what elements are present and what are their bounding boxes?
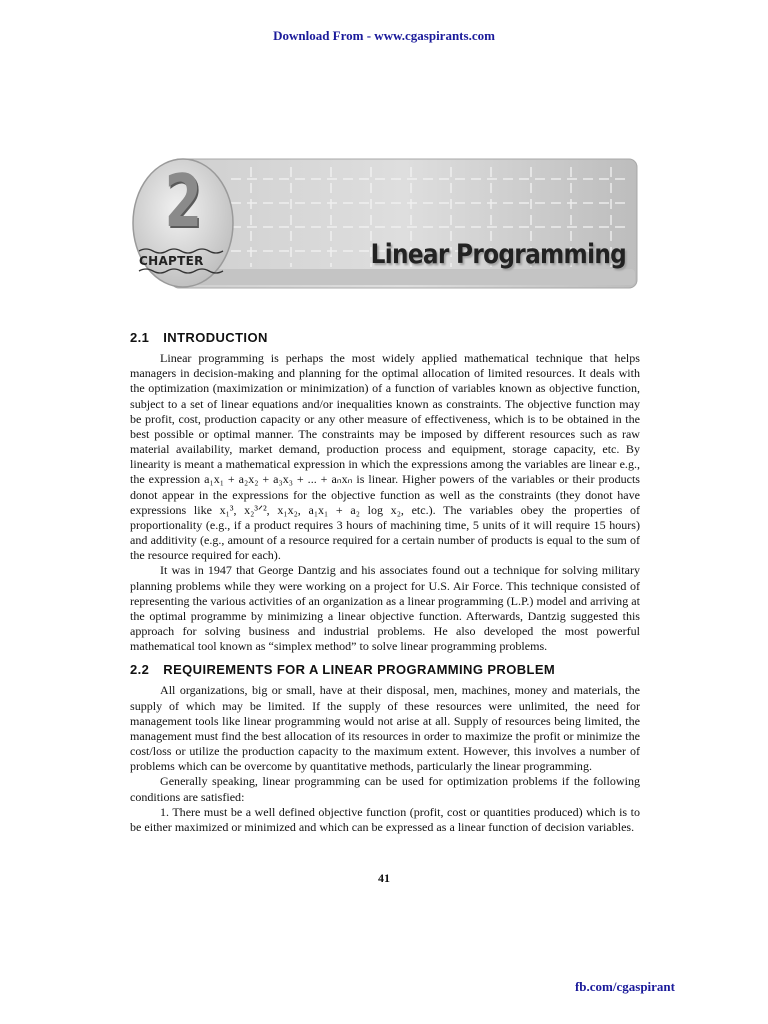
social-link[interactable]: fb.com/cgaspirant: [574, 979, 675, 994]
paragraph: All organizations, big or small, have at their disposal, men, machines, money and materials, the supply of which may be limited. If the supply of these resources were unlimited, the need for management tools like linear programming would not arise at all. Supply of resources being limited, the management must find the best allocation of its resources in order to maximize the profit or minimize the cost/loss or utilize the production capacity to the maximum extent. However, this involves a number of problems which can be overcome by quantitative methods, particularly the linear programming.: [130, 683, 640, 774]
paragraph: Linear programming is perhaps the most widely applied mathematical technique that helps managers in decision-making and planning for the optimal allocation of limited resources. It deals with the optimization (maximization or minimization) of a function of variables known as objective function, subject to a set of linear equations and/or inequalities known as constraints. The objective function may be profit, cost, production capacity or any other measure of effectiveness, which is to be obtained in the best possible or optimal manner. The constraints may be imposed by different resources such as raw material availability, market demand, production process and equipment, storage capacity, etc. By linearity is meant a mathematical expression in which the expressions among the variables are linear e.g., the expression a₁x₁ + a₂x₂ + a₃x₃ + ... + aₙxₙ is linear. Higher powers of the variables or their products donot appear in the expressions for the objective function as well as the constraints (they donot have expressions like x₁³, x₂³ᐟ², x₁x₂, a₁x₁ + a₂ log x₂, etc.). The variables obey the properties of proportionality (e.g., if a product requires 3 hours of machining time, 5 units of it will require 15 hours) and additivity (e.g., amount of a resource required for a certain number of products is equal to the sum of the resource required for each).: [130, 351, 640, 563]
paragraph: 1. There must be a well defined objective function (profit, cost or quantities produced) which is to be either maximized or minimized and which can be expressed as a linear function of decision variables.: [130, 804, 640, 834]
chapter-label: CHAPTER: [139, 254, 204, 268]
section-heading-requirements: 2.2 REQUIREMENTS FOR A LINEAR PROGRAMMING PROBLEM: [130, 662, 556, 678]
paragraph: Generally speaking, linear programming can be used for optimization problems if the following conditions are satisfied:: [130, 774, 640, 804]
chapter-title: Linear Programming: [370, 239, 626, 270]
chapter-banner: [131, 157, 640, 290]
section-heading-introduction: 2.1 INTRODUCTION: [130, 330, 268, 345]
page-number: 41: [378, 871, 390, 885]
banner-graphic: [131, 157, 640, 290]
paragraph: It was in 1947 that George Dantzig and his associates found out a technique for solving military planning problems while they were working on a project for U.S. Air Force. This technique consisted of representing the various activities of an organization as a linear programming (L.P.) model and arriving at the optimal programme by minimizing a linear objective function. Afterwards, Dantzig suggested this approach for solving business and industrial problems. He also developed the most powerful mathematical tool known as “simplex method” to solve linear programming problems.: [130, 563, 640, 654]
page-body: [130, 330, 640, 835]
download-link[interactable]: Download From - www.cgaspirants.com: [273, 28, 495, 43]
chapter-number: 2: [164, 159, 203, 243]
